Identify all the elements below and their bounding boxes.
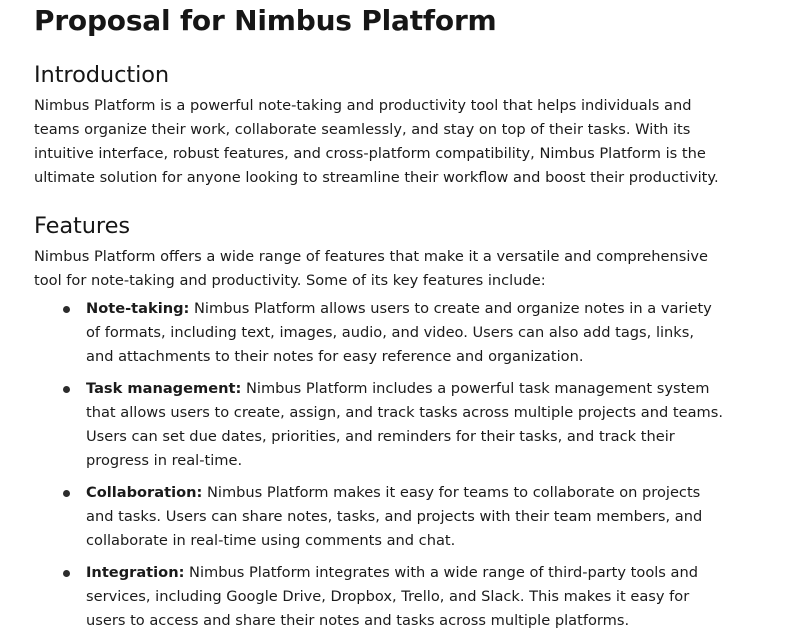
bullet-icon bbox=[63, 570, 70, 577]
features-intro-paragraph: Nimbus Platform offers a wide range of features that make it a versatile and comprehensive tool for note-taking and productivity. Some of its key features include: bbox=[34, 248, 709, 289]
page-title: Proposal for Nimbus Platform bbox=[34, 4, 497, 37]
section-heading-introduction: Introduction bbox=[34, 62, 170, 88]
bullet-icon bbox=[63, 490, 70, 497]
features-list bbox=[34, 297, 734, 633]
introduction-paragraph: Nimbus Platform is a powerful note-taking and productivity tool that helps individuals and teams organize their work, collaborate seamlessly, and stay on top of their tasks. With its intuitive interface, robust features, and cross-platform compatibility, Nimbus Platform is the ultimate solution for anyone looking to streamline their workflow and boost their productivity. bbox=[34, 97, 719, 186]
bullet-icon bbox=[63, 386, 70, 393]
list-item-task-management bbox=[34, 377, 726, 473]
list-item-collaboration bbox=[34, 481, 726, 553]
feature-label: Task management: bbox=[86, 380, 242, 397]
list-item-integration bbox=[34, 561, 726, 633]
list-item-note-taking bbox=[34, 297, 726, 369]
bullet-icon bbox=[63, 306, 70, 313]
feature-description: Nimbus Platform integrates with a wide range of third-party tools and services, including Google Drive, Dropbox, Trello, and Slack. This makes it easy for users to access and share their notes and tasks across multiple platforms. bbox=[86, 564, 699, 629]
feature-description: Nimbus Platform makes it easy for teams to collaborate on projects and tasks. Users can share notes, tasks, and projects with their team members, and collaborate in real-time using comments and chat. bbox=[86, 484, 703, 549]
section-heading-features: Features bbox=[34, 213, 130, 239]
feature-description: Nimbus Platform allows users to create and organize notes in a variety of formats, including text, images, audio, and video. Users can also add tags, links, and attachments to their notes for easy reference and organization. bbox=[86, 300, 712, 365]
feature-label: Collaboration: bbox=[86, 484, 203, 501]
feature-label: Note-taking: bbox=[86, 300, 190, 317]
feature-label: Integration: bbox=[86, 564, 185, 581]
feature-description: Nimbus Platform includes a powerful task management system that allows users to create, assign, and track tasks across multiple projects and teams. Users can set due dates, priorities, and reminders for their tasks, and track their progress in real-time. bbox=[86, 380, 723, 469]
